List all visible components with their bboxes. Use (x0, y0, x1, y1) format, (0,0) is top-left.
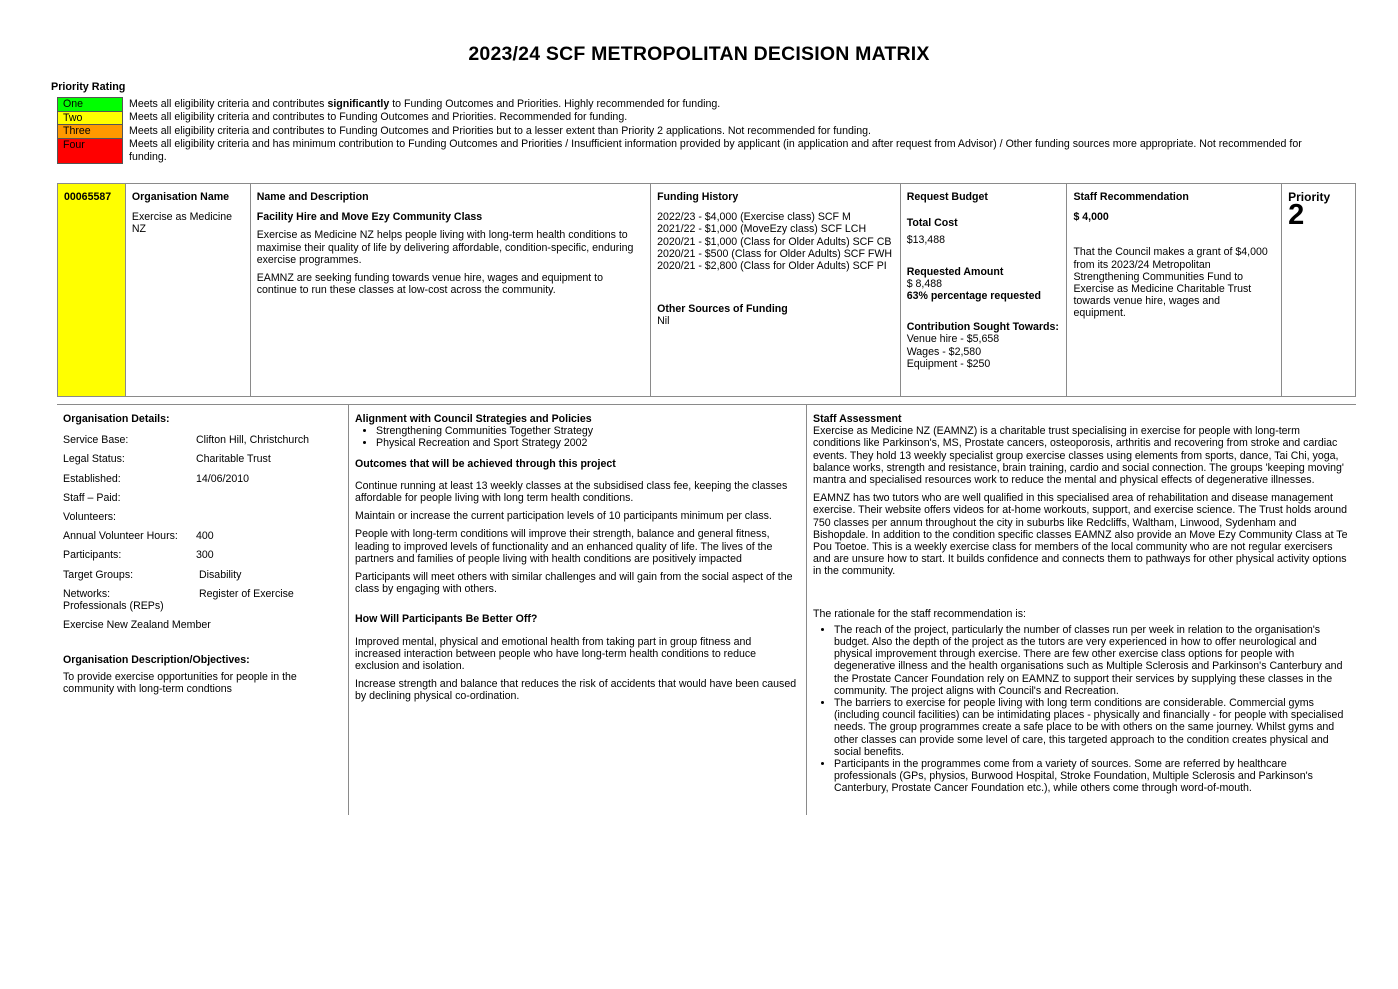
percentage-requested: 63% percentage requested (906, 290, 1041, 303)
detail-row: Participants: 300 (63, 549, 214, 562)
application-id: 00065587 (58, 184, 125, 396)
staff-assessment-panel (806, 405, 1356, 815)
detail-row: Target Groups: Disability (63, 568, 242, 581)
details-section (57, 404, 1356, 815)
priority-swatch-four: Four (58, 138, 123, 163)
request-budget-column (900, 184, 1067, 396)
outcome-item: Maintain or increase the current participation levels of 10 participants minimum per class. (355, 510, 772, 523)
contribution-item: Venue hire - $5,658 (906, 333, 1000, 346)
strategy-item: • Strengthening Communities Together Strategy (376, 425, 800, 437)
priority-level-row (58, 125, 1315, 139)
other-sources-value: Nil (657, 315, 670, 328)
assessment-paragraph: EAMNZ has two tutors who are well qualified in this specialised area of rehabilitation and disease management exercise. Their website offers videos for at-home workouts, support, and exercise science. The Trust holds around 750 classes per annum throughout the city in suburbs like Redcliffs, Waltham, Linwood, Sydenham and Bishopdale. In addition to the condition specific classes EAMNZ also provide an Move Ezy Community Class at Te Pou Toetoe. This is a weekly exercise class for members of the local community who are not regular exercisers and are unsure how to start. It builds confidence and connects them to pathways for other physical activity options in the community. (813, 492, 1348, 578)
staff-recommendation-header: Staff Recommendation (1073, 191, 1189, 203)
priority-rating-legend (57, 97, 1315, 164)
rationale-item: • Participants in the programmes come from a variety of sources. Some are referred by healthcare professionals (GPs, physios, Burwood Hospital, Stroke Foundation, Multiple Sclerosis and Parkinson's Canterbury, Prostate Cancer Foundation etc.), while others come through word-of-mouth. (834, 758, 1350, 795)
detail-row: Annual Volunteer Hours: 400 (63, 530, 214, 543)
staff-recommendation-text: That the Council makes a grant of $4,000 from its 2023/24 Metropolitan Strengthening Communities Fund to Exercise as Medicine Charitable Trust towards venue hire, wages and equipment. (1073, 246, 1268, 320)
priority-swatch-three: Three (58, 125, 123, 139)
rationale-intro: The rationale for the staff recommendation is: (813, 607, 1026, 620)
priority-level-row (58, 111, 1315, 125)
networks-row: Networks: Register of Exercise Professionals (REPs) (63, 587, 294, 613)
better-off-header: How Will Participants Be Better Off? (355, 613, 538, 626)
priority-desc-three: Meets all eligibility criteria and contributes to Funding Outcomes and Priorities but to a lesser extent than Priority 2 applications. Not recommended for funding. (129, 124, 871, 137)
better-off-item: Improved mental, physical and emotional health from taking part in group fitness and increased interaction between people who have long-term health conditions to reduce exclusion and isolation. (355, 635, 757, 673)
org-name: Exercise as Medicine NZ (131, 211, 232, 236)
rationale-item: • The barriers to exercise for people living with long term conditions are considerable. Commercial gyms (including council facilities) can be intimidating places - physically and financially - for people with specialised needs. The group programmes create a safe place to be with others on the same journey. Whilst gyms and other classes can provide some level of care, this targeted approach to the condition creates physical and social benefits. (834, 697, 1350, 758)
detail-row: Established: 14/06/2010 (63, 472, 250, 485)
priority-swatch-two: Two (58, 111, 123, 125)
rationale-item: • The reach of the project, particularly the number of classes run per week in relation to the organisation's budget. Also the depth of the project as the tutors are very experienced in how to offer neurological and physical improvement through exercise. There are few other exercise class options for people with degenerative illness and the health organisations such as Multiple Sclerosis and Parkinson's Canterbury and the Prostate Cancer Foundation rely on EAMNZ to support their services by supplying these classes in the community. The project aligns with Council's and Recreation. (834, 624, 1350, 697)
requested-amount-label: Requested Amount (906, 265, 1004, 278)
staff-assessment-header: Staff Assessment (813, 413, 902, 425)
page-title: 2023/24 SCF METROPOLITAN DECISION MATRIX (468, 43, 930, 65)
application-summary-row (57, 183, 1356, 397)
priority-header: Priority (1288, 190, 1331, 204)
other-sources-header: Other Sources of Funding (657, 303, 788, 316)
rationale-list (813, 624, 1350, 795)
priority-level-row (58, 138, 1315, 163)
desc-header: Name and Description (256, 191, 369, 203)
priority-swatch-one: One (58, 98, 123, 112)
funding-history-item: 2020/21 - $500 (Class for Older Adults) SCF FWH (657, 247, 892, 260)
desc-paragraph: EAMNZ are seeking funding towards venue hire, wages and equipment to continue to run these classes at low-cost across the community. (256, 272, 603, 297)
detail-row: Service Base: Clifton Hill, Christchurch (63, 434, 310, 447)
staff-recommended-amount: $ 4,000 (1073, 211, 1109, 224)
project-name: Facility Hire and Move Ezy Community Class (256, 211, 483, 224)
priority-column (1281, 184, 1355, 396)
organisation-details-panel (57, 405, 348, 815)
staff-recommendation-column (1066, 184, 1281, 396)
funding-history-item: 2021/22 - $1,000 (MoveEzy class) SCF LCH (657, 223, 867, 236)
better-off-item: Increase strength and balance that reduces the risk of accidents that would have been caused by declining physical co-ordination. (355, 678, 797, 703)
strategy-item: • Physical Recreation and Sport Strategy 2002 (376, 437, 800, 449)
priority-rating-label: Priority Rating (51, 81, 126, 93)
detail-row: Legal Status: Charitable Trust (63, 453, 271, 466)
outcome-item: Continue running at least 13 weekly classes at the subsidised class fee, keeping the classes affordable for people living with long term health conditions. (355, 479, 788, 505)
objectives-header: Organisation Description/Objectives: (63, 654, 250, 667)
contribution-item: Wages - $2,580 (906, 345, 982, 358)
alignment-header: Alignment with Council Strategies and Policies (355, 413, 592, 425)
request-budget-header: Request Budget (906, 191, 988, 203)
contribution-label: Contribution Sought Towards: (906, 321, 1059, 334)
priority-desc-four: Meets all eligibility criteria and has minimum contribution to Funding Outcomes and Priorities / Insufficient information provided by applicant (in application and after request from Advisor) / Other funding sources more appropriate. Not recommended for funding. (129, 138, 1302, 163)
funding-history-item: 2022/23 - $4,000 (Exercise class) SCF M (657, 211, 851, 224)
org-member: Exercise New Zealand Member (63, 619, 211, 632)
priority-desc-two: Meets all eligibility criteria and contributes to Funding Outcomes and Priorities. Recommended for funding. (129, 111, 628, 123)
outcomes-header: Outcomes that will be achieved through this project (355, 457, 616, 470)
detail-row: Staff – Paid: (63, 491, 121, 504)
funding-history-item: 2020/21 - $2,800 (Class for Older Adults) SCF PI (657, 260, 887, 273)
organisation-column (125, 184, 250, 396)
funding-history-header: Funding History (657, 191, 739, 203)
total-cost-label: Total Cost (906, 217, 958, 230)
objectives-text: To provide exercise opportunities for people in the community with long-term condtions (63, 670, 297, 695)
detail-row: Volunteers: (63, 511, 117, 524)
total-cost-value: $13,488 (906, 234, 945, 247)
org-details-header: Organisation Details: (63, 413, 170, 425)
priority-value: 2 (1288, 199, 1305, 232)
alignment-panel (348, 405, 806, 815)
strategy-list (355, 425, 800, 449)
description-column (250, 184, 650, 396)
requested-amount-value: $ 8,488 (906, 277, 943, 290)
funding-column (650, 184, 900, 396)
priority-desc-one: Meets all eligibility criteria and contributes significantly to Funding Outcomes and Priorities. Highly recommended for funding. (129, 97, 721, 110)
priority-level-row (58, 98, 1315, 112)
assessment-paragraph: Exercise as Medicine NZ (EAMNZ) is a charitable trust specialising in exercise for people with long-term conditions like Parkinson's, MS, Prostate cancers, osteoporosis, arthritis and recovering from stroke and cardiac events. They hold 13 weekly specialist group exercise classes using elements from sports, dance, Tai Chi, yoga, balance works, strength and resistance, brain training, cardio and social connection. The groups 'keeping moving' mantra and specialised resources work to reduce the mental and physical effects of degenerative illnesses. (813, 425, 1344, 487)
contribution-item: Equipment - $250 (906, 357, 991, 370)
funding-history-item: 2020/21 - $1,000 (Class for Older Adults) SCF CB (657, 235, 892, 248)
desc-paragraph: Exercise as Medicine NZ helps people living with long-term health conditions to maximise their quality of life by delivering affordable, condition-specific, enduring exercise programmes. (256, 229, 634, 266)
outcome-item: Participants will meet others with similar challenges and will gain from the social aspect of the class by engaging with others. (355, 571, 793, 596)
org-name-header: Organisation Name (131, 191, 230, 203)
outcome-item: People with long-term conditions will improve their strength, balance and general fitness, leading to improved levels of functionality and an enhanced quality of life. The lives of the partners and families of people living with health conditions are positively impacted (355, 528, 773, 565)
